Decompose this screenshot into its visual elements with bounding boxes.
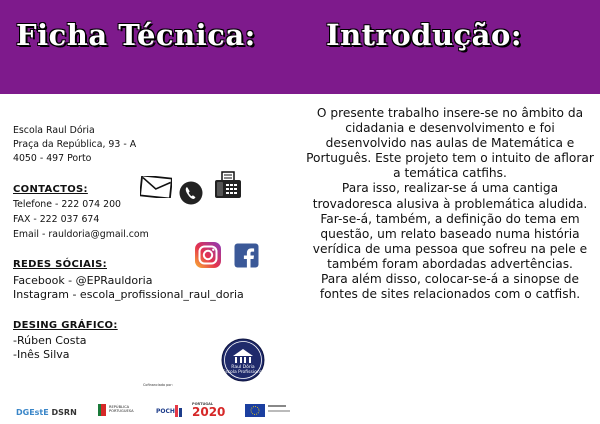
cofinanced-text: Cofinanciado por:	[143, 383, 173, 387]
republica-flag-icon	[98, 404, 106, 416]
eu-fund-sublabel-icon	[268, 410, 290, 412]
school-logo-line2: Escola Profissional	[222, 370, 264, 375]
portugal-label: PORTUGAL	[192, 402, 214, 406]
introducao-title: Introdução:	[326, 18, 523, 52]
design-author: -Rúben Costa	[13, 334, 87, 347]
introduction-text	[304, 106, 596, 302]
school-logo-icon	[221, 338, 265, 382]
envelope-icon	[140, 176, 172, 198]
portugal-2020-logo: 2020	[192, 405, 226, 419]
republica-text: REPÚBLICA PORTUGUESA	[109, 405, 134, 413]
phone-icon	[179, 181, 203, 205]
school-city: 4050 - 497 Porto	[13, 153, 92, 164]
fax-icon	[213, 170, 243, 200]
facebook-icon[interactable]	[234, 243, 259, 268]
instagram-icon[interactable]	[194, 241, 222, 269]
contact-email[interactable]: Email - rauldoria@gmail.com	[13, 229, 149, 240]
dsrn-text: DSRN	[51, 408, 77, 417]
design-author: -Inês Silva	[13, 348, 70, 361]
social-facebook[interactable]: Facebook - @EPRauldoria	[13, 274, 153, 287]
dgeste-logo	[16, 408, 77, 417]
contact-fax: FAX - 222 037 674	[13, 214, 100, 225]
eu-flag-icon	[245, 404, 265, 417]
school-street: Praça da República, 93 - A	[13, 139, 137, 150]
ficha-tecnica-title: Ficha Técnica:	[16, 18, 256, 52]
poch-mark-icon	[174, 404, 184, 418]
eu-fund-label-icon	[268, 405, 286, 407]
school-logo-line1: Raul Dória	[231, 365, 255, 370]
contacts-heading: CONTACTOS:	[13, 184, 88, 195]
design-heading: DESING GRÁFICO:	[13, 320, 118, 331]
poch-logo: POCH	[156, 408, 175, 415]
social-instagram[interactable]: Instagram - escola_profissional_raul_doria	[13, 288, 244, 301]
dgeste-text: DGEstE	[16, 408, 49, 417]
header-banner	[0, 0, 600, 94]
social-heading: REDES SÓCIAIS:	[13, 259, 107, 270]
school-name: Escola Raul Dória	[13, 125, 95, 136]
intro-paragraph: Para além disso, colocar-se-á a sinopse de fontes de sites relacionados com o catfish.	[319, 272, 581, 302]
intro-paragraph: Para isso, realizar-se á uma cantiga trovadoresca alusiva à problemática aludida.	[312, 181, 588, 211]
intro-paragraph: O presente trabalho insere-se no âmbito da cidadania e desenvolvimento e foi desenvolvido nas aulas de Matemática e Português. Este projeto tem o intuito de aflorar a temática catfihs.	[306, 106, 594, 181]
school-logo-emblem	[221, 338, 265, 382]
sponsor-logos	[10, 383, 290, 422]
contact-phone: Telefone - 222 074 200	[13, 199, 122, 210]
intro-paragraph: Far-se-á, também, a definição do tema em questão, um relato baseado numa história verídica de uma pessoa que sofreu na pele e também foram abordadas advertências.	[312, 211, 588, 271]
